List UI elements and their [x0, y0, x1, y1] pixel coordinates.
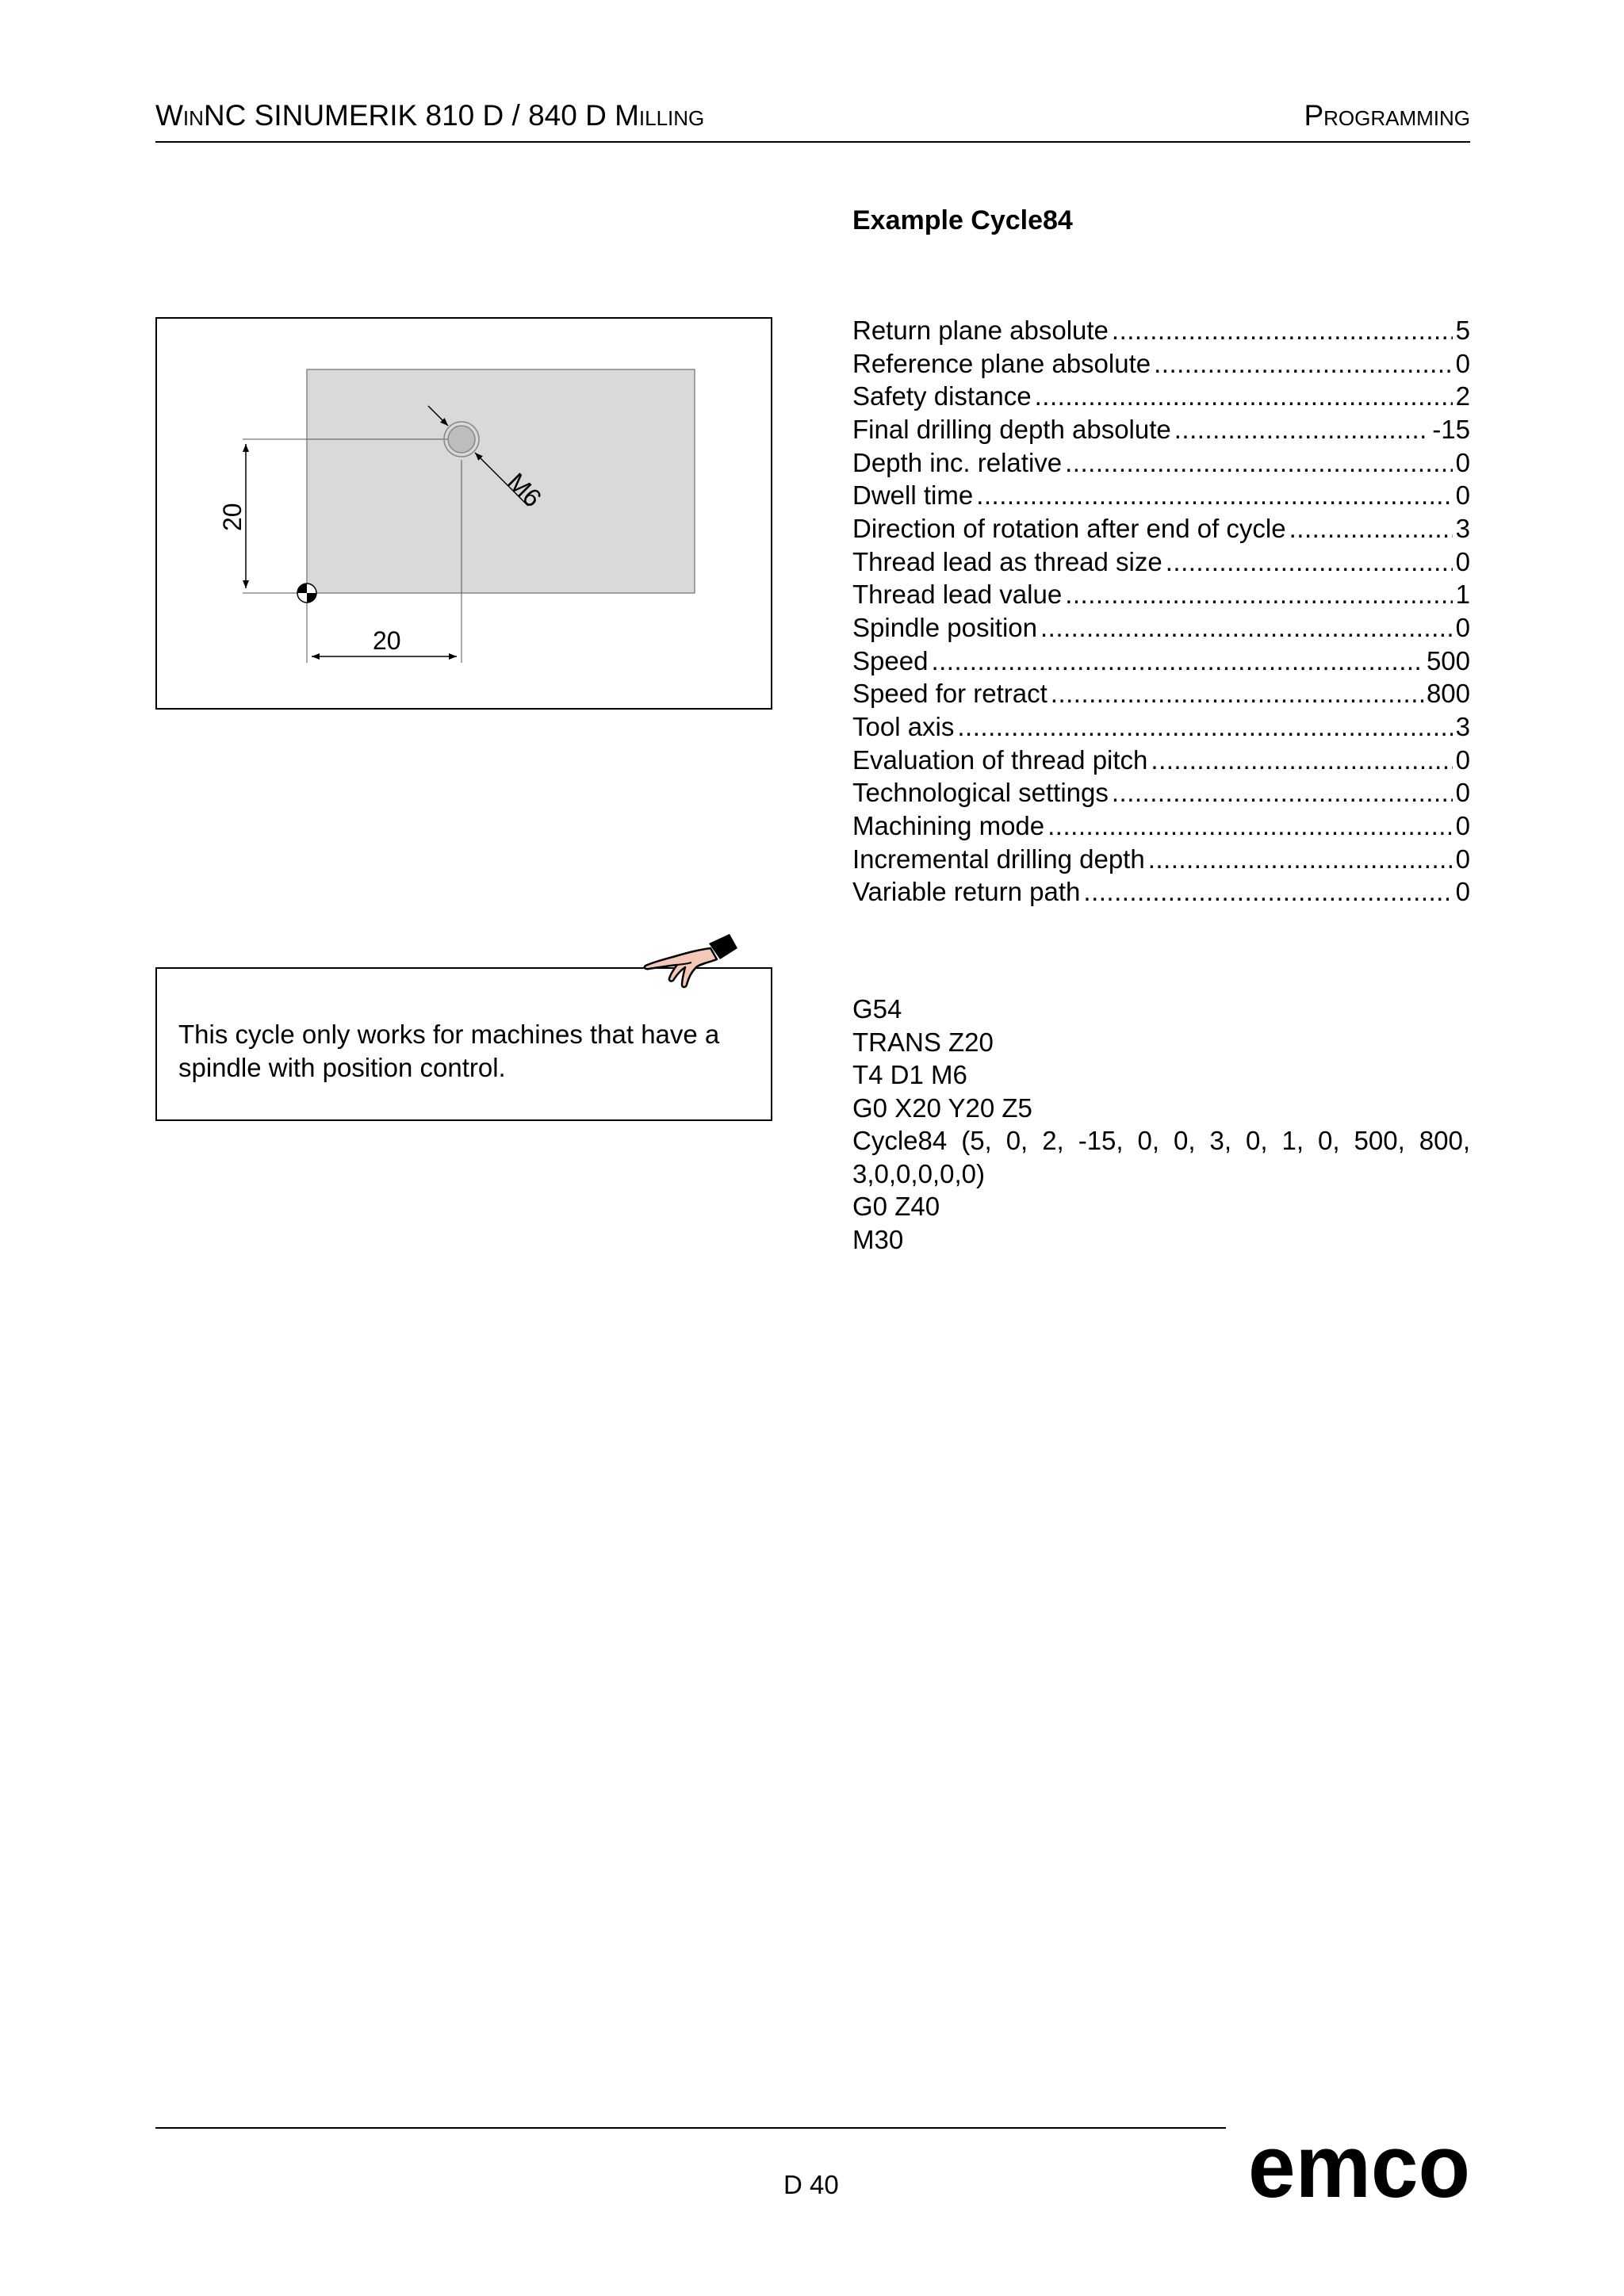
svg-text:emco: emco [1248, 2127, 1470, 2203]
parameter-row: Safety distance ..... 2 [852, 380, 1470, 413]
program-line: G54 [852, 994, 902, 1024]
parameter-row: Technological settings ..... 0 [852, 776, 1470, 809]
emco-logo [1247, 2127, 1472, 2203]
thread-hole-inner [448, 426, 475, 453]
header-rule [155, 141, 1470, 143]
program-line: M30 [852, 1224, 904, 1254]
parameter-row: Depth inc. relative ..... 0 [852, 446, 1470, 480]
program-line: G0 Z40 [852, 1192, 940, 1221]
parameter-row: Reference plane absolute ..... 0 [852, 347, 1470, 381]
program-line: TRANS Z20 [852, 1027, 994, 1057]
workpiece-zero-point-icon [297, 584, 316, 603]
parameter-row: Final drilling depth absolute ..... -15 [852, 413, 1470, 446]
program-line: G0 X20 Y20 Z5 [852, 1093, 1032, 1123]
parameter-row: Evaluation of thread pitch ..... 0 [852, 744, 1470, 777]
dimension-label-vertical: 20 [218, 503, 247, 531]
note-text: This cycle only works for machines that have a spindle with position control. [178, 1020, 720, 1082]
parameter-row: Thread lead value ..... 1 [852, 578, 1470, 611]
program-listing [852, 993, 1470, 1256]
parameter-row: Incremental drilling depth ..... 0 [852, 843, 1470, 876]
thread-size-label: M6 [502, 467, 547, 513]
parameter-row: Variable return path ..... 0 [852, 875, 1470, 909]
footer-rule [155, 2127, 1226, 2129]
program-line: T4 D1 M6 [852, 1060, 967, 1089]
workpiece-rect [307, 369, 695, 593]
parameter-row: Machining mode ..... 0 [852, 809, 1470, 843]
program-line: Cycle84 (5, 0, 2, -15, 0, 0, 3, 0, 1, 0, 500, 800, [852, 1126, 1470, 1155]
parameter-row: Tool axis ..... 3 [852, 710, 1470, 744]
parameter-row: Speed ..... 500 [852, 645, 1470, 678]
page-number: D 40 [783, 2170, 839, 2199]
example-title: Example Cycle84 [852, 205, 1073, 235]
document-header-title: WinNC SINUMERIK 810 D / 840 D Milling [155, 99, 705, 132]
parameter-row: Speed for retract ..... 800 [852, 677, 1470, 710]
parameter-row: Direction of rotation after end of cycle ..... 3 [852, 512, 1470, 545]
parameter-row: Thread lead as thread size ..... 0 [852, 545, 1470, 579]
parameter-row: Dwell time ..... 0 [852, 479, 1470, 512]
parameter-list [852, 314, 1470, 909]
document-section-title: Programming [1304, 99, 1470, 132]
parameter-row: Return plane absolute ..... 5 [852, 314, 1470, 347]
program-line: 3,0,0,0,0,0) [852, 1158, 985, 1188]
dimension-label-horizontal: 20 [373, 626, 401, 655]
workpiece-drawing [155, 317, 772, 710]
pointing-hand-icon [641, 932, 739, 993]
parameter-row: Spindle position ..... 0 [852, 611, 1470, 645]
